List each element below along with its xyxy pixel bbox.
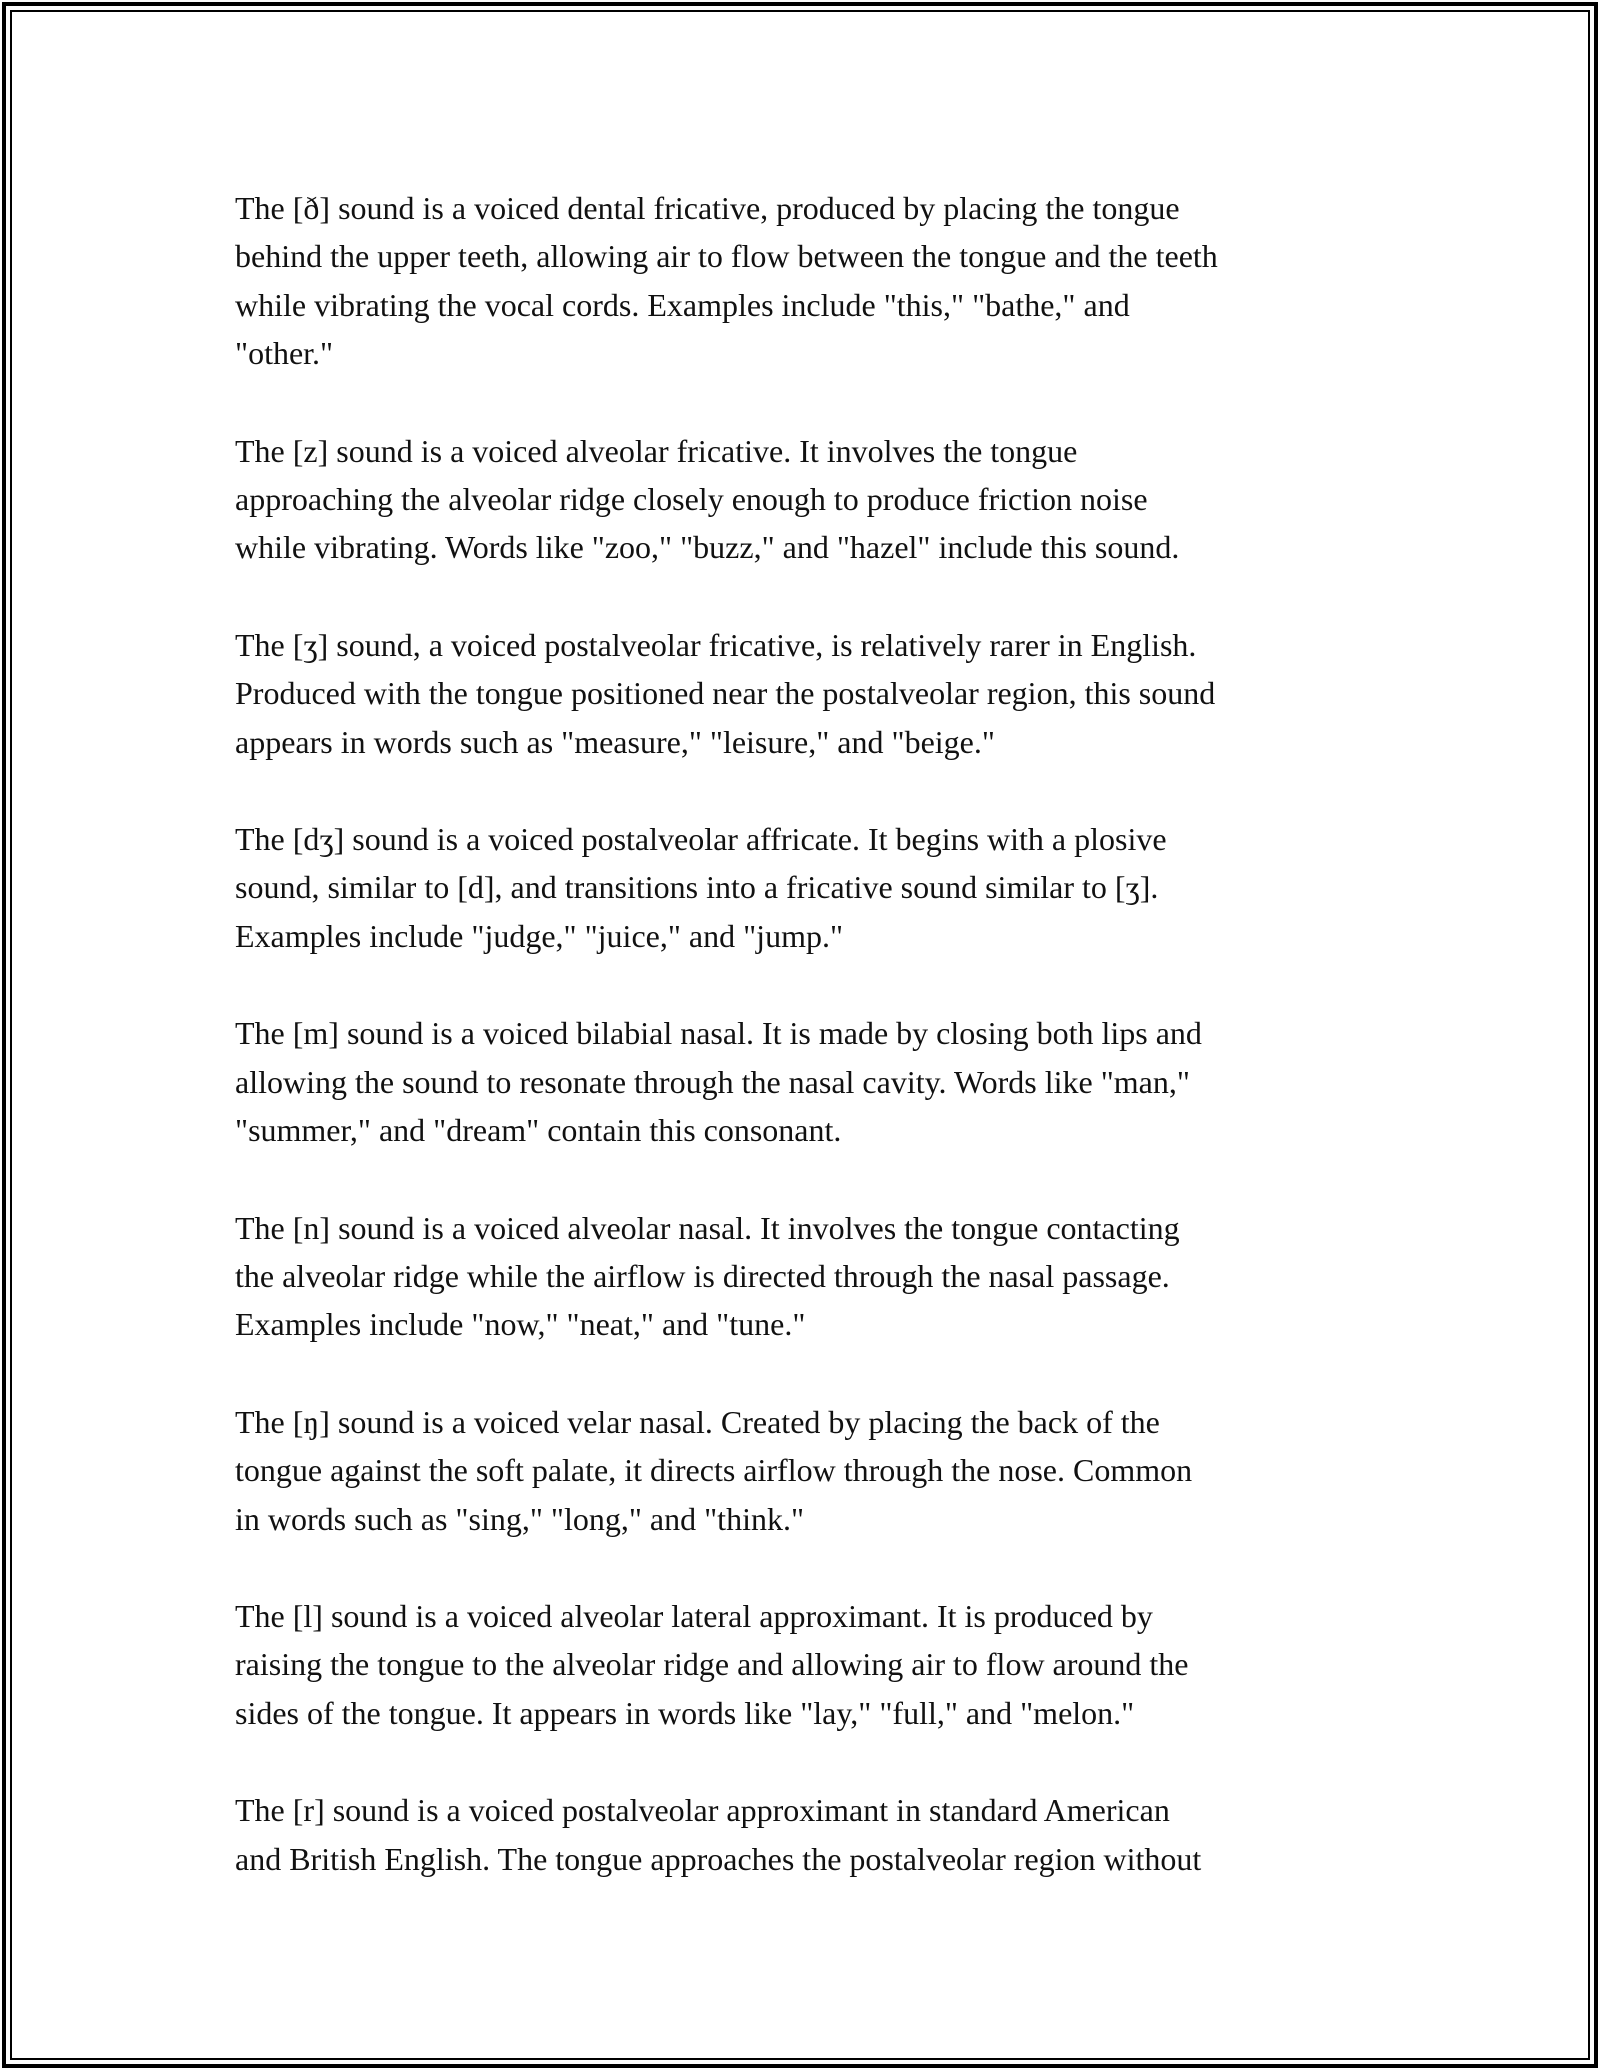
paragraph-voiced-dental-fricative: The [ð] sound is a voiced dental fricative, produced by placing the tongue behind the upper teeth, allowing air to flow between the tongue and the teeth while vibrating the vocal cords. Examples include "this," "bathe," and "other." <box>235 190 1218 372</box>
paragraph-voiced-alveolar-lateral-approximant: The [l] sound is a voiced alveolar lateral approximant. It is produced by raising the tongue to the alveolar ridge and allowing air to flow around the sides of the tongue. It appears in words like "lay," "full," and "melon." <box>235 1597 1189 1731</box>
paragraph-voiced-velar-nasal: The [ŋ] sound is a voiced velar nasal. Created by placing the back of the tongue against the soft palate, it directs airflow through the nose. Common in words such as "sing," "long," and "think." <box>235 1403 1193 1537</box>
paragraph-voiced-postalveolar-fricative: The [ʒ] sound, a voiced postalveolar fricative, is relatively rarer in English. Produced with the tongue positioned near the postalveolar region, this sound appears in words such as "measure," "leisure," and "beige." <box>235 626 1216 760</box>
paragraph-voiced-alveolar-nasal: The [n] sound is a voiced alveolar nasal. It involves the tongue contacting the alveolar ridge while the airflow is directed through the nasal passage. Examples include "now," "neat," and "tune." <box>235 1209 1180 1343</box>
paragraph-voiced-postalveolar-approximant: The [r] sound is a voiced postalveolar approximant in standard American and British English. The tongue approaches the postalveolar region without <box>235 1792 1202 1877</box>
paragraph-voiced-bilabial-nasal: The [m] sound is a voiced bilabial nasal. It is made by closing both lips and allowing the sound to resonate through the nasal cavity. Words like "man," "summer," and "dream" contain this consonant. <box>235 1015 1202 1149</box>
paragraph-voiced-alveolar-fricative: The [z] sound is a voiced alveolar fricative. It involves the tongue approaching the alveolar ridge closely enough to produce friction noise while vibrating. Words like "zoo," "buzz," and "hazel" include this sound. <box>235 432 1180 566</box>
document-body <box>235 184 1395 1932</box>
paragraph-voiced-postalveolar-affricate: The [dʒ] sound is a voiced postalveolar affricate. It begins with a plosive sound, similar to [d], and transitions into a fricative sound similar to [ʒ]. Examples include "judge," "juice," and "jump." <box>235 821 1167 954</box>
